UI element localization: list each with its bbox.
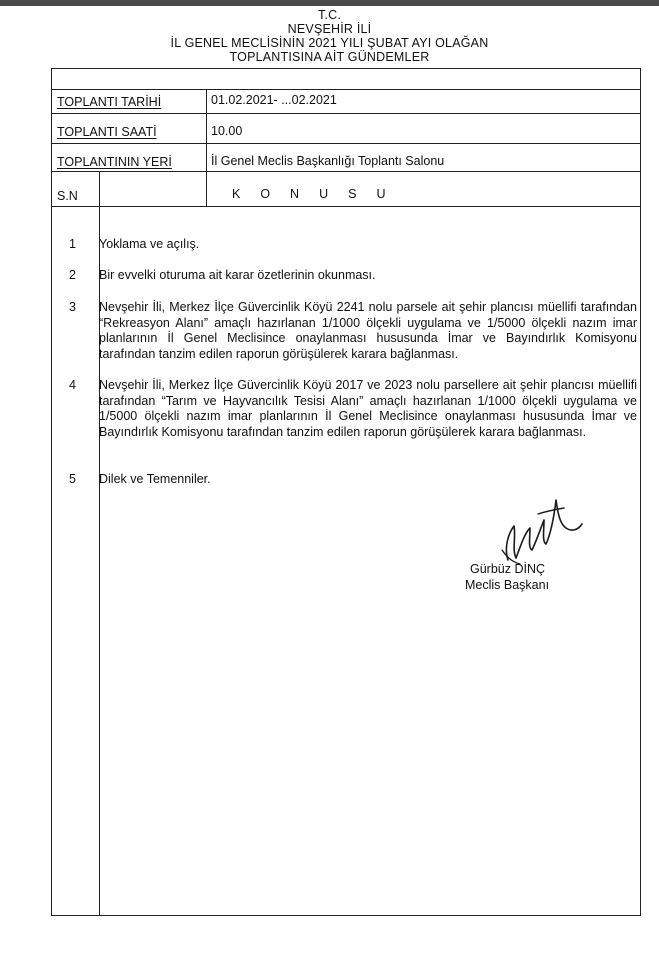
agenda-item-number: 1	[69, 237, 76, 251]
header-line-province: NEVŞEHİR İLİ	[287, 22, 372, 36]
agenda-item-text: Nevşehir İli, Merkez İlçe Güvercinlik Köyü 2241 nolu parsele ait şehir plancısı müellifi tarafından “Rekreasyon Alanı” amaçlı hazırlanan 1/1000 ölçekli uygulama ve 1/5000 ölçekli nazım imar planlarının İl Genel Meclisince onaylanması hususunda İmar ve Bayındırlık Komisyonu tarafından tanzim edilen raporun görüşülerek karara bağlanması.	[99, 300, 637, 361]
agenda-item-text: Dilek ve Temenniler.	[99, 472, 211, 486]
meeting-place-value: İl Genel Meclis Başkanlığı Toplantı Salonu	[211, 154, 445, 168]
row-divider	[52, 113, 640, 114]
subject-column-header: KONUSU	[232, 187, 406, 201]
agenda-item-text: Yoklama ve açılış.	[99, 237, 200, 251]
meeting-place-label: TOPLANTININ YERİ	[57, 155, 172, 169]
agenda-item-text: Nevşehir İli, Merkez İlçe Güvercinlik Köyü 2017 ve 2023 nolu parsellere ait şehir plancısı müellifi tarafından “Tarım ve Hayvancılık Tesisi Alanı” amaçlı hazırlanan 1/1000 ölçekli uygulama ve 1/5000 ölçekli nazım imar planlarının İl Genel Meclisince onaylanması hususunda İmar ve Bayındırlık Komisyonu tarafından tanzim edilen raporun görüşülerek karara bağlanması.	[99, 378, 637, 439]
agenda-item-number: 3	[69, 300, 76, 314]
meeting-time-value: 10.00	[211, 124, 243, 138]
row-divider	[52, 143, 640, 144]
agenda-item-number: 5	[69, 472, 76, 486]
document-header	[0, 8, 659, 64]
header-line-tc: T.C.	[317, 8, 342, 22]
column-divider	[206, 89, 207, 206]
meeting-date-label: TOPLANTI TARİHİ	[57, 95, 162, 109]
meeting-date-value: 01.02.2021- ...02.2021	[211, 93, 337, 107]
signatory-name: Gürbüz DİNÇ	[470, 562, 546, 576]
header-line-council: İL GENEL MECLİSİNİN 2021 YILI ŞUBAT AYI OLAĞAN	[170, 36, 489, 50]
agenda-item-text: Bir evvelki oturuma ait karar özetlerinin okunması.	[99, 268, 376, 282]
header-line-agenda: TOPLANTISINA AİT GÜNDEMLER	[229, 50, 430, 64]
row-divider	[52, 171, 640, 172]
top-scan-edge	[0, 0, 659, 6]
signatory-title: Meclis Başkanı	[465, 578, 550, 592]
row-divider	[52, 89, 640, 90]
handwritten-signature	[494, 490, 584, 570]
agenda-item-number: 2	[69, 268, 76, 282]
meeting-time-label: TOPLANTI SAATİ	[57, 125, 157, 139]
row-divider	[52, 206, 640, 207]
sn-column-header: S.N	[57, 189, 78, 203]
agenda-item-number: 4	[69, 378, 76, 392]
